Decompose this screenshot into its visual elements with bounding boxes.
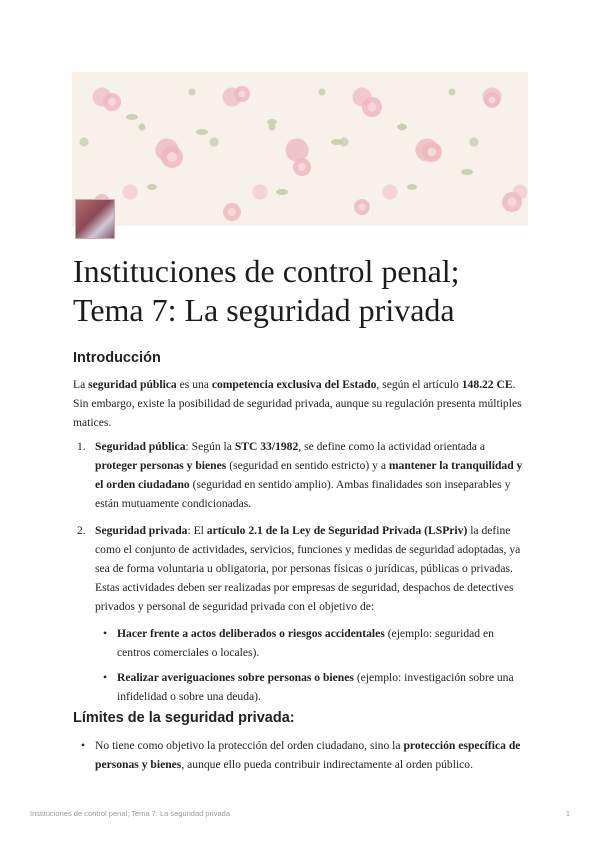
sublist-item: • Hacer frente a actos deliberados o riesgos accidentales (ejemplo: seguridad en centros comerciales o locales). (103, 627, 494, 659)
page-title (73, 252, 553, 330)
intro-paragraph: La seguridad pública es una competencia exclusiva del Estado, según el artículo 148.22 CE. Sin embargo, existe la posibilidad de seguridad privada, aunque su regulación presenta múltiples matices. (73, 378, 522, 429)
objectives-sublist (95, 624, 528, 706)
limits-heading: Límites de la seguridad privada: (73, 710, 295, 726)
page-icon-image (75, 199, 115, 239)
limits-list (73, 736, 528, 774)
list-item: • No tiene como objetivo la protección del orden ciudadano, sino la protección específica de personas y bienes, aunque ello pueda contribuir indirectamente al orden público. (81, 739, 521, 771)
floral-banner-image (72, 72, 528, 226)
footer-title: Instituciones de control penal; Tema 7: La seguridad privada (30, 809, 230, 818)
floral-pattern-graphic (72, 72, 528, 226)
page-number: 1 (565, 809, 570, 818)
page-footer (30, 809, 570, 818)
definitions-list (73, 437, 528, 712)
intro-heading: Introducción (73, 350, 161, 366)
title-line-2: Tema 7: La seguridad privada (73, 292, 455, 328)
list-item-seguridad-privada: 2. Seguridad privada: El artículo 2.1 de la Ley de Seguridad Privada (LSPriv) la define como el conjunto de actividades, servicios, funciones y medidas de seguridad adoptadas, ya sea de forma voluntaria u obligatoria, por personas físicas o jurídicas, públicas o privadas. Estas actividades deben ser realizadas por empresas de seguridad, despachos de detectives privados y personal de seguridad privada con el objetivo de: • Hacer frente a actos deliberados o riesgos accidentales (ejemplo: seguridad en centros comerciales o locales). • Realizar averiguaciones sobre personas o bienes (ejemplo: investigación sobre una infidelidad o sobre una deuda). (73, 521, 528, 706)
title-line-1: Instituciones de control penal; (73, 253, 460, 289)
list-item-seguridad-publica: 1. Seguridad pública: Según la STC 33/1982, se define como la actividad orientada a proteger personas y bienes (seguridad en sentido estricto) y a mantener la tranquilidad y el orden ciudadano (seguridad en sentido amplio). Ambas finalidades son inseparables y están mutuamente condicionadas. (77, 440, 523, 510)
sublist-item: • Realizar averiguaciones sobre personas o bienes (ejemplo: investigación sobre una infidelidad o sobre una deuda). (103, 671, 514, 703)
